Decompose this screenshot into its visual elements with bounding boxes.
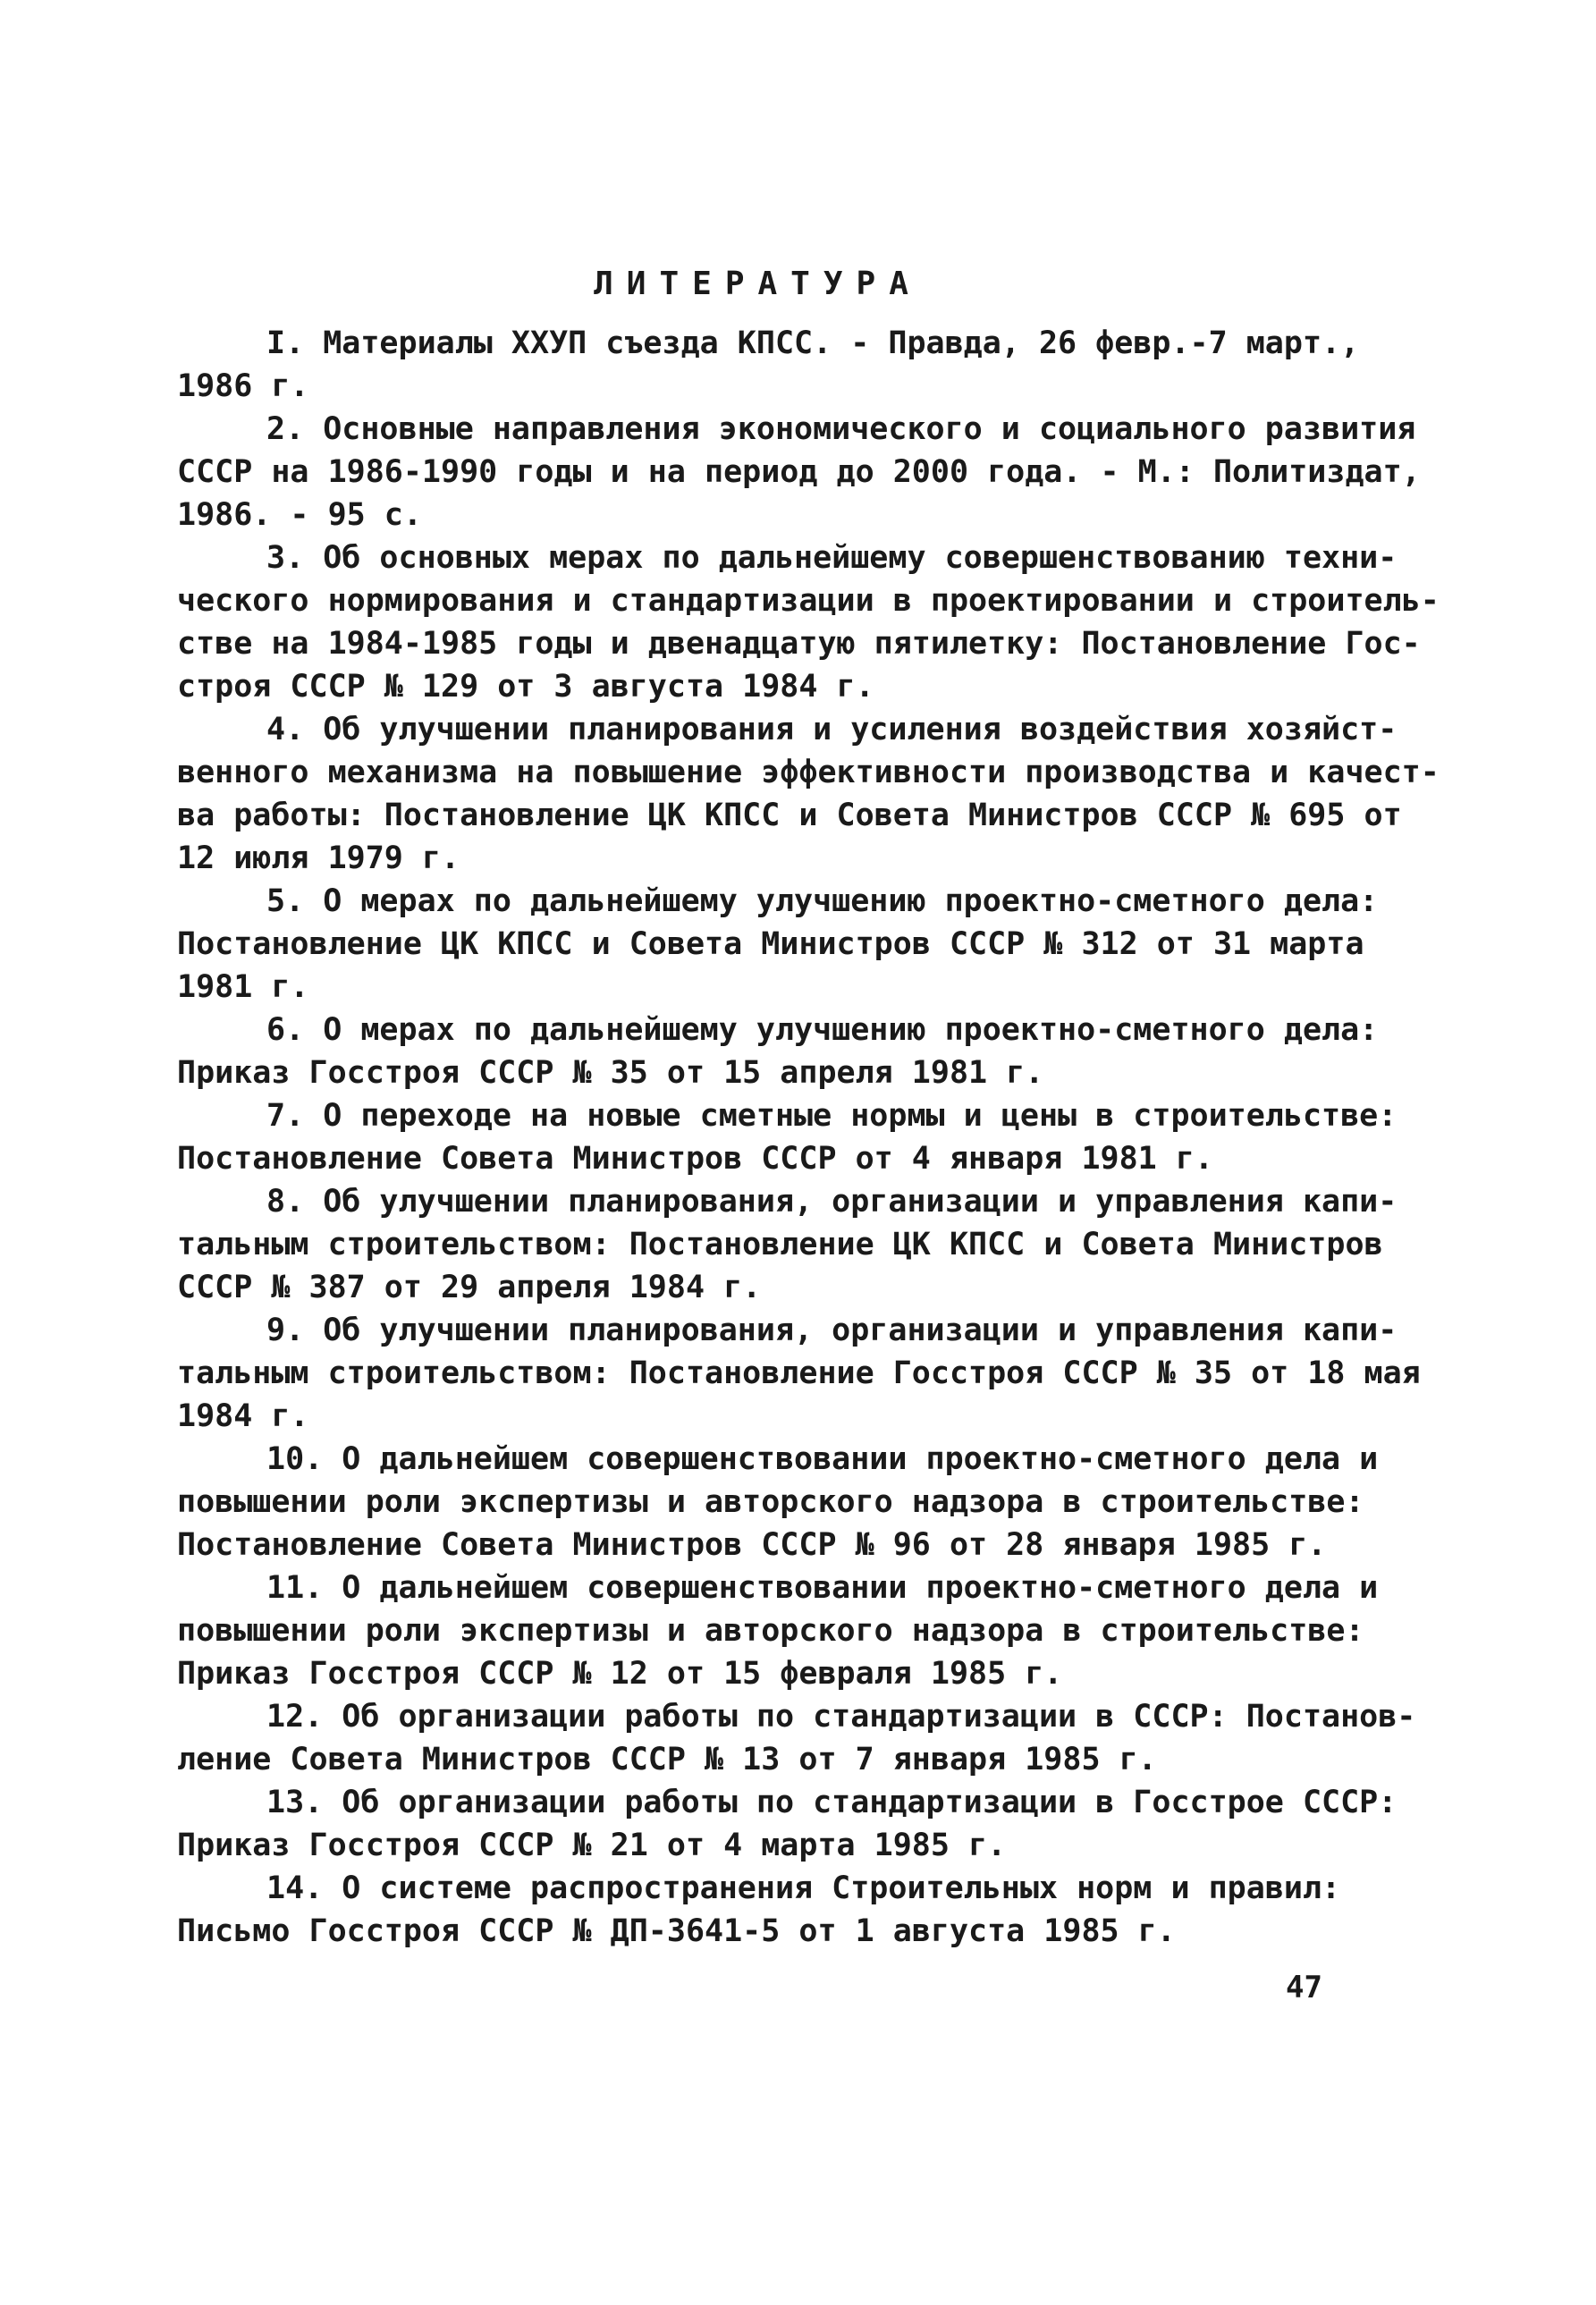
reference-line: СССР на 1986-1990 годы и на период до 2000 года. - М.: Политиздат, [177, 454, 1421, 490]
reference-line: 10. О дальнейшем совершенствовании проектно-сметного дела и [266, 1441, 1379, 1477]
reference-line: 6. О мерах по дальнейшему улучшению проектно-сметного дела: [266, 1012, 1379, 1048]
reference-item-14 [177, 1867, 1341, 1953]
reference-item-10 [177, 1438, 1379, 1566]
reference-line: 12. Об организации работы по стандартизации в СССР: Постанов- [266, 1699, 1416, 1735]
reference-item-8 [177, 1180, 1398, 1309]
reference-item-7 [177, 1094, 1398, 1180]
reference-line: стве на 1984-1985 годы и двенадцатую пятилетку: Постановление Гос- [177, 626, 1421, 662]
reference-item-2 [177, 408, 1421, 536]
reference-line: 13. Об организации работы по стандартизации в Госстрое СССР: [266, 1785, 1398, 1820]
reference-item-6 [177, 1009, 1379, 1094]
reference-line: 1986 г. [177, 368, 309, 404]
reference-line: Приказ Госстроя СССР № 21 от 4 марта 1985 г. [177, 1828, 1007, 1863]
reference-line: ва работы: Постановление ЦК КПСС и Совета Министров СССР № 695 от [177, 798, 1402, 833]
reference-line: СССР № 387 от 29 апреля 1984 г. [177, 1270, 762, 1305]
reference-item-4 [177, 708, 1440, 880]
reference-line: 3. Об основных мерах по дальнейшему совершенствованию техни- [266, 540, 1398, 576]
reference-item-13 [177, 1781, 1398, 1867]
reference-item-1 [177, 322, 1360, 408]
reference-line: ление Совета Министров СССР № 13 от 7 января 1985 г. [177, 1742, 1157, 1777]
reference-line: венного механизма на повышение эффективности производства и качест- [177, 755, 1440, 790]
reference-item-9 [177, 1309, 1421, 1438]
reference-line: Постановление Совета Министров СССР от 4 января 1981 г. [177, 1141, 1213, 1177]
reference-line: 1984 г. [177, 1398, 309, 1434]
reference-line: ческого нормирования и стандартизации в проектировании и строитель- [177, 583, 1440, 619]
reference-list [177, 322, 1440, 1953]
reference-line: 1981 г. [177, 969, 309, 1005]
reference-line: 7. О переходе на новые сметные нормы и цены в строительстве: [266, 1098, 1398, 1134]
reference-line: Письмо Госстроя СССР № ДП-3641-5 от 1 августа 1985 г. [177, 1913, 1176, 1949]
reference-line: тальным строительством: Постановление Госстроя СССР № 35 от 18 мая [177, 1355, 1421, 1391]
reference-line: тальным строительством: Постановление ЦК КПСС и Совета Министров [177, 1227, 1383, 1262]
reference-line: 9. Об улучшении планирования, организации и управления капи- [266, 1313, 1398, 1348]
reference-line: повышении роли экспертизы и авторского надзора в строительстве: [177, 1484, 1364, 1520]
reference-line: 14. О системе распространения Строительных норм и правил: [266, 1870, 1341, 1906]
reference-line: 5. О мерах по дальнейшему улучшению проектно-сметного дела: [266, 883, 1379, 919]
reference-line: 12 июля 1979 г. [177, 840, 460, 876]
reference-line: Постановление Совета Министров СССР № 96 от 28 января 1985 г. [177, 1527, 1327, 1563]
reference-line: 4. Об улучшении планирования и усиления воздействия хозяйст- [266, 712, 1398, 747]
reference-line: 2. Основные направления экономического и социального развития [266, 411, 1416, 447]
reference-line: Постановление ЦК КПСС и Совета Министров СССР № 312 от 31 марта [177, 926, 1364, 962]
reference-item-3 [177, 536, 1440, 708]
reference-line: строя СССР № 129 от 3 августа 1984 г. [177, 669, 874, 705]
reference-line: повышении роли экспертизы и авторского надзора в строительстве: [177, 1613, 1364, 1649]
reference-line: 8. Об улучшении планирования, организации и управления капи- [266, 1184, 1398, 1220]
reference-line: 11. О дальнейшем совершенствовании проектно-сметного дела и [266, 1570, 1379, 1606]
reference-item-11 [177, 1566, 1379, 1695]
reference-line: I. Материалы ХХУП съезда КПСС. - Правда, 26 февр.-7 март., [266, 325, 1360, 361]
reference-item-5 [177, 880, 1379, 1009]
page-number: 47 [1286, 1970, 1322, 2005]
reference-item-12 [177, 1695, 1416, 1781]
page-title: ЛИТЕРАТУРА [594, 266, 922, 302]
reference-line: 1986. - 95 с. [177, 497, 422, 533]
reference-line: Приказ Госстроя СССР № 12 от 15 февраля 1985 г. [177, 1656, 1063, 1692]
reference-line: Приказ Госстроя СССР № 35 от 15 апреля 1981 г. [177, 1055, 1044, 1091]
